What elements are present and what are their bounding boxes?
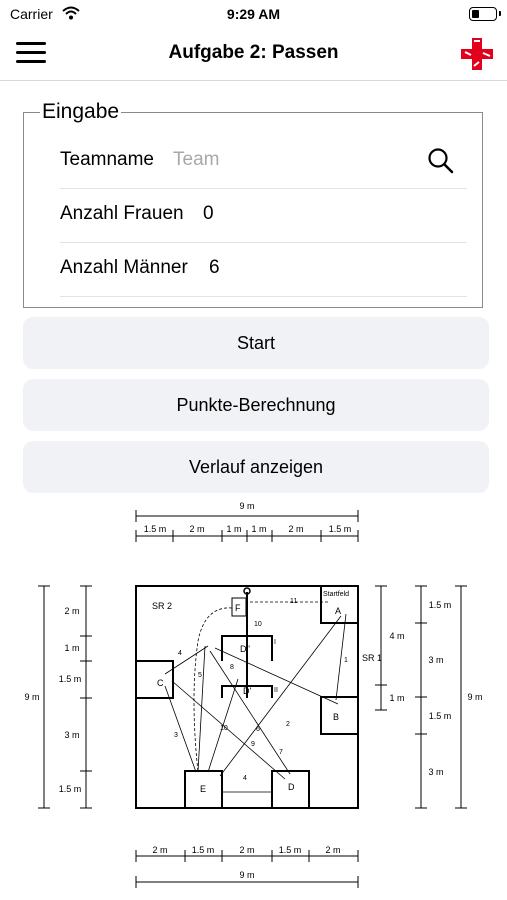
- top-seg-label: 1.5 m: [328, 524, 352, 534]
- left-seg-label: 1 m: [64, 643, 80, 653]
- left-dimension: [38, 586, 92, 808]
- women-count-label: Anzahl Frauen: [60, 203, 184, 224]
- gate-i-label: I: [274, 639, 276, 646]
- show-history-button[interactable]: Verlauf anzeigen: [23, 441, 489, 493]
- bottom-seg-label: 1.5 m: [278, 845, 302, 855]
- pass-number: 6: [256, 726, 260, 733]
- right-total-label: 9 m: [467, 692, 483, 702]
- right-seg-label: 3 m: [428, 767, 444, 777]
- zone-c-label: C: [157, 678, 164, 688]
- top-dimension: [136, 510, 358, 542]
- men-count-label: Anzahl Männer: [60, 257, 188, 278]
- bottom-seg-label: 2 m: [239, 845, 255, 855]
- top-seg-label: 1.5 m: [143, 524, 167, 534]
- pass-number: 3: [174, 732, 178, 739]
- top-seg-label: 2 m: [288, 524, 304, 534]
- bottom-seg-label: 2 m: [152, 845, 168, 855]
- zone-d-prime-label: D': [243, 686, 252, 696]
- top-total-label: 9 m: [239, 501, 255, 511]
- pass-number: 5: [198, 672, 202, 679]
- pass-number: 10: [254, 621, 262, 628]
- input-group-legend: Eingabe: [42, 100, 120, 123]
- men-count-value[interactable]: 6: [209, 257, 220, 278]
- right-seg-label: 3 m: [428, 655, 444, 665]
- pass-number: 4: [178, 650, 182, 657]
- pass-number: 10: [220, 725, 228, 732]
- top-seg-label: 1 m: [251, 524, 267, 534]
- top-seg-label: 2 m: [189, 524, 205, 534]
- women-count-value[interactable]: 0: [203, 203, 214, 224]
- left-seg-label: 2 m: [64, 606, 80, 616]
- pass-number: 7: [279, 749, 283, 756]
- zone-a-label: A: [335, 606, 342, 616]
- pass-number: 1: [344, 657, 348, 664]
- status-bar: [0, 0, 507, 28]
- search-icon[interactable]: [427, 147, 455, 175]
- page-title: Aufgabe 2: Passen: [168, 42, 339, 63]
- field-diagram: [0, 496, 507, 900]
- women-count-row[interactable]: [60, 189, 467, 243]
- zone-e-label: E: [200, 784, 207, 794]
- team-name-input[interactable]: Team: [173, 149, 220, 170]
- pass-number: 4: [243, 775, 247, 782]
- men-count-row[interactable]: [60, 243, 467, 297]
- zone-f-label: F: [235, 603, 241, 613]
- start-button[interactable]: Start: [23, 317, 489, 369]
- pass-number: 9: [251, 741, 255, 748]
- pass-paths: [165, 602, 346, 792]
- pass-number: 2: [286, 721, 290, 728]
- points-calculation-button[interactable]: Punkte-Berechnung: [23, 379, 489, 431]
- left-total-label: 9 m: [24, 692, 40, 702]
- sr1-seg-label: 1 m: [389, 693, 405, 703]
- navigation-bar: [0, 28, 507, 81]
- zone-d-double-prime-label: D'': [240, 644, 250, 654]
- sr2-label: SR 2: [152, 601, 173, 611]
- right-seg-label: 1.5 m: [428, 711, 452, 721]
- left-seg-label: 3 m: [64, 730, 80, 740]
- sr1-label: SR 1: [362, 653, 383, 663]
- team-name-label: Teamname: [60, 149, 154, 170]
- zone-d-label: D: [288, 782, 295, 792]
- gate-ii-label: II: [274, 687, 278, 694]
- top-seg-label: 1 m: [226, 524, 242, 534]
- right-seg-label: 1.5 m: [428, 600, 452, 610]
- swiss-cross-logo-icon: [459, 36, 495, 72]
- battery-icon: [469, 7, 497, 21]
- carrier-label: Carrier: [10, 6, 53, 22]
- left-seg-label: 1.5 m: [58, 784, 82, 794]
- sr1-seg-label: 4 m: [389, 631, 405, 641]
- bottom-seg-label: 2 m: [325, 845, 341, 855]
- zone-b-label: B: [333, 712, 340, 722]
- status-time: 9:29 AM: [226, 6, 281, 22]
- bottom-seg-label: 1.5 m: [191, 845, 215, 855]
- left-seg-label: 1.5 m: [58, 674, 82, 684]
- startfeld-label: Startfeld: [323, 591, 350, 598]
- pass-number: 8: [230, 664, 234, 671]
- bottom-dimension: [136, 850, 358, 888]
- bottom-total-label: 9 m: [239, 870, 255, 880]
- pass-number: 11: [290, 598, 298, 605]
- zone-b: [321, 697, 358, 734]
- team-name-row[interactable]: [60, 135, 467, 189]
